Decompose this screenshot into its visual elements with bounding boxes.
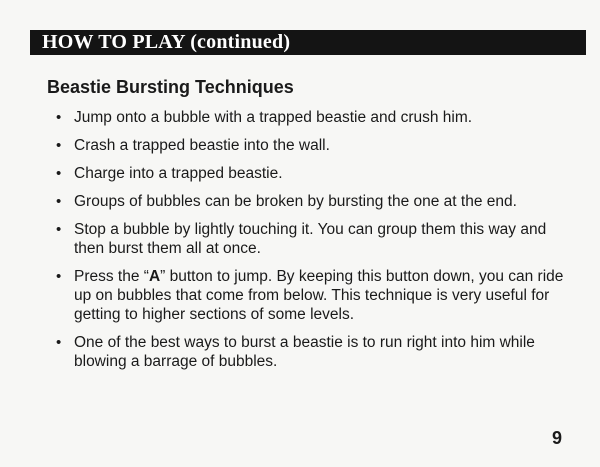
tip-text: Jump onto a bubble with a trapped beastie and crush him. bbox=[74, 109, 473, 126]
tip-text: One of the best ways to burst a beastie is to run right into him while blowing a barrage of bubbles. bbox=[74, 334, 535, 370]
tip-text: Charge into a trapped beastie. bbox=[74, 165, 283, 182]
tips-list bbox=[56, 108, 568, 380]
bullet-icon: • bbox=[56, 137, 62, 154]
bullet-icon: • bbox=[56, 221, 62, 238]
tip-text-before: Press the “ bbox=[74, 268, 149, 285]
tip-item bbox=[56, 192, 568, 211]
section-heading: Beastie Bursting Techniques bbox=[47, 77, 294, 97]
tip-item bbox=[56, 136, 568, 155]
bullet-icon: • bbox=[56, 109, 62, 126]
bullet-icon: • bbox=[56, 268, 62, 285]
tip-text: Groups of bubbles can be broken by bursting the one at the end. bbox=[74, 193, 517, 210]
tip-item bbox=[56, 164, 568, 183]
tip-item bbox=[56, 333, 568, 371]
bullet-icon: • bbox=[56, 165, 62, 182]
a-button-key: A bbox=[148, 268, 161, 285]
bullet-icon: • bbox=[56, 334, 62, 351]
tip-text: Crash a trapped beastie into the wall. bbox=[74, 137, 330, 154]
tip-item bbox=[56, 267, 568, 324]
tip-text-after: ” button to jump. By keeping this button down, you can ride up on bubbles that come from below. This technique is very useful for getting to higher sections of some levels. bbox=[74, 268, 564, 323]
page-title: HOW TO PLAY (continued) bbox=[42, 31, 291, 53]
tip-item bbox=[56, 220, 568, 258]
page-number: 9 bbox=[551, 428, 562, 448]
tip-text: Stop a bubble by lightly touching it. You can group them this way and then burst them all at once. bbox=[74, 221, 547, 257]
tip-item bbox=[56, 108, 568, 127]
header-bar bbox=[30, 30, 586, 55]
bullet-icon: • bbox=[56, 193, 62, 210]
